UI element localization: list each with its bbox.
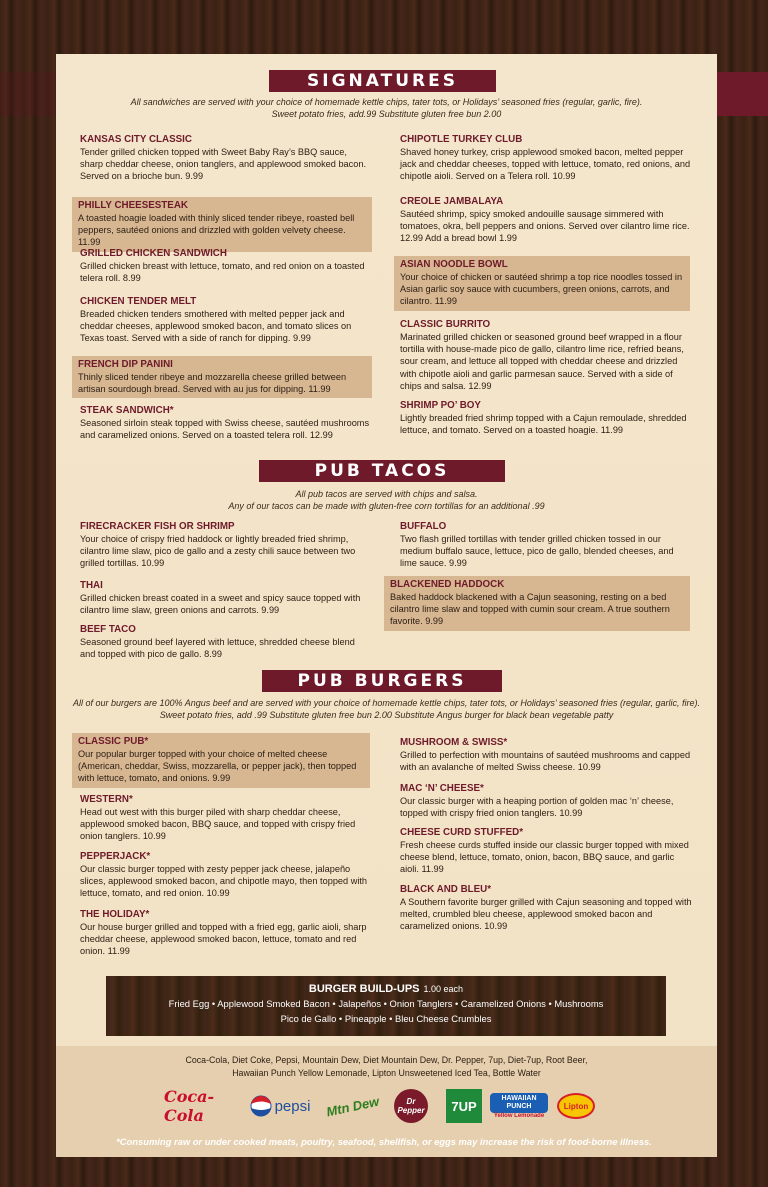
section-note-tacos-1: All pub tacos are served with chips and salsa. (295, 489, 478, 499)
item-name: FIRECRACKER FISH OR SHRIMP (80, 521, 235, 532)
menu-item (80, 248, 370, 284)
coca-cola-logo-text: Coca-Cola (164, 1087, 215, 1125)
menu-item (80, 794, 370, 843)
item-name: CLASSIC PUB* (78, 736, 149, 747)
item-desc: Our classic burger with a heaping portion of golden mac ‘n’ cheese, topped with crispy fried onion tanglers. 10.99 (400, 796, 674, 819)
item-name: BLACKENED HADDOCK (390, 579, 505, 590)
menu-item (400, 827, 692, 876)
item-desc: Seasoned ground beef layered with lettuce, shredded cheese blend and topped with pico de gallo. 8.99 (80, 637, 355, 660)
menu-item (80, 405, 370, 441)
item-name: THE HOLIDAY* (80, 909, 150, 920)
menu-item (400, 134, 692, 183)
item-desc: A Southern favorite burger grilled with Cajun seasoning and topped with melted, crumbled bleu cheese, applewood smoked bacon and caramelized onions. 10.99 (400, 897, 692, 932)
menu-item (400, 400, 692, 436)
menu-item (400, 884, 692, 933)
item-desc: Sautéed shrimp, spicy smoked andouille sausage simmered with tomatoes, okra, bell peppers and onions. Served over cilantro lime rice. 12.99 Add a bread bowl 1.99 (400, 209, 690, 244)
menu-item-highlighted (72, 733, 370, 788)
menu-item-highlighted (72, 356, 372, 398)
item-desc: Grilled chicken breast coated in a sweet and spicy sauce topped with cilantro lime slaw, green onions and carrots. 9.99 (80, 593, 361, 616)
decor-stripe-right (710, 72, 768, 116)
buildups-list-1: Fried Egg • Applewood Smoked Bacon • Jalapeños • Onion Tanglers • Caramelized Onions • Mushrooms (168, 998, 604, 1009)
item-name: CHEESE CURD STUFFED* (400, 827, 524, 838)
seven-up-logo (444, 1088, 484, 1124)
seven-up-badge (446, 1089, 482, 1123)
coca-cola-logo (164, 1088, 234, 1124)
menu-item-highlighted (384, 576, 690, 631)
item-name: CHICKEN TENDER MELT (80, 296, 197, 307)
menu-item (80, 624, 370, 660)
buildups-price: 1.00 each (423, 984, 464, 994)
drinks-line-1: Coca-Cola, Diet Coke, Pepsi, Mountain Dew, Diet Mountain Dew, Dr. Pepper, 7up, Diet-7up, Root Beer, (185, 1055, 588, 1065)
burger-buildups-panel (106, 976, 666, 1036)
section-title-pub-tacos: PUB TACOS (259, 460, 505, 482)
item-desc: Marinated grilled chicken or seasoned ground beef wrapped in a flour tortilla with house-made pico de gallo, cilantro lime rice, refried beans, sour cream, and lettuce all topped with cheddar cheese and drizzled with chipotle aioli and garlic parmesan sauce. Served with a side of chips and salsa. 12.99 (400, 332, 684, 391)
item-name: ASIAN NOODLE BOWL (400, 259, 508, 270)
section-title-signatures: SIGNATURES (269, 70, 496, 92)
menu-item (80, 296, 370, 345)
pepsi-logo (244, 1088, 316, 1124)
item-desc: Your choice of chicken or sautéed shrimp a top rice noodles tossed in Asian garlic soy sauce with cucumbers, green onions, carrots, and cilantro. 11.99 (400, 272, 683, 307)
menu-item (400, 521, 692, 570)
pepsi-logo-text: pepsi (274, 1097, 311, 1115)
item-name: MAC ‘N’ CHEESE* (400, 783, 484, 794)
item-desc: Lightly breaded fried shrimp topped with a Cajun remoulade, shredded lettuce, and tomato. Served on a toasted hoagie. 11.99 (400, 413, 687, 436)
item-name: GRILLED CHICKEN SANDWICH (80, 248, 227, 259)
hawaiian-punch-sub-text: Yellow Lemonade (493, 1113, 545, 1119)
lipton-badge (557, 1093, 595, 1119)
item-desc: Breaded chicken tenders smothered with melted pepper jack and cheddar cheeses, applewood smoked bacon, and tomato slices on Texas toast. Served with a side of ranch for dipping. 9.99 (80, 309, 352, 344)
lipton-logo (556, 1088, 596, 1124)
item-desc: Our classic burger topped with zesty pepper jack cheese, jalapeño slices, applewood smoked bacon, and chipotle mayo, then topped with lettuce, tomato, and red onion. 10.99 (80, 864, 368, 899)
hawaiian-punch-logo-text: HAWAIIAN PUNCH (490, 1093, 548, 1113)
item-name: BUFFALO (400, 521, 447, 532)
item-desc: Head out west with this burger piled with sharp cheddar cheese, applewood smoked bacon, BBQ sauce, and topped with crispy fried onion tanglers. 10.99 (80, 807, 356, 842)
item-desc: Thinly sliced tender ribeye and mozzarella cheese grilled between artisan sourdough bread. Served with au jus for dipping. 11.99 (78, 372, 347, 395)
item-name: KANSAS CITY CLASSIC (80, 134, 192, 145)
item-name: STEAK SANDWICH* (80, 405, 174, 416)
item-desc: Baked haddock blackened with a Cajun seasoning, resting on a bed cilantro lime slaw and topped with cumin sour cream. A true southern favorite. 9.99 (390, 592, 670, 627)
item-desc: Grilled to perfection with mountains of sautéed mushrooms and capped with an avalanche of melted Swiss cheese. 10.99 (400, 750, 691, 773)
item-name: SHRIMP PO’ BOY (400, 400, 481, 411)
item-name: PEPPERJACK* (80, 851, 151, 862)
item-name: FRENCH DIP PANINI (78, 359, 173, 370)
item-desc: A toasted hoagie loaded with thinly sliced tender ribeye, roasted bell peppers, sautéed onions and drizzled with golden velvety cheese. 11.99 (78, 213, 355, 248)
dr-pepper-badge (394, 1089, 428, 1123)
item-name: CLASSIC BURRITO (400, 319, 491, 330)
mtn-dew-logo-text: Mtn Dew (325, 1093, 381, 1119)
item-name: CREOLE JAMBALAYA (400, 196, 504, 207)
menu-item (80, 909, 370, 958)
item-name: CHIPOTLE TURKEY CLUB (400, 134, 523, 145)
item-desc: Grilled chicken breast with lettuce, tomato, and red onion on a toasted telera roll. 8.99 (80, 261, 365, 284)
item-desc: Two flash grilled tortillas with tender grilled chicken tossed in our medium buffalo sauce, lettuce, pico de gallo, blended cheeses, and lime sauce. 9.99 (400, 534, 674, 569)
section-title-pub-burgers: PUB BURGERS (262, 670, 502, 692)
item-name: BEEF TACO (80, 624, 136, 635)
section-note-tacos-2: Any of our tacos can be made with gluten-free corn tortillas for an additional .99 (228, 501, 545, 511)
mtn-dew-logo (324, 1088, 382, 1124)
section-note-burgers-1: All of our burgers are 100% Angus beef and are served with your choice of homemade kettle chips, tater tots, or Holidays’ seasoned fries (regular, garlic, fire). (73, 698, 700, 708)
item-desc: Tender grilled chicken topped with Sweet Baby Ray’s BBQ sauce, sharp cheddar cheese, onion tanglers, and applewood smoked bacon. Served on a brioche bun. 9.99 (80, 147, 367, 182)
lipton-logo-text: Lipton (563, 1101, 589, 1111)
item-name: MUSHROOM & SWISS* (400, 737, 508, 748)
drink-logos (164, 1088, 624, 1128)
section-note-signatures-2: Sweet potato fries, add.99 Substitute gluten free bun 2.00 (271, 109, 502, 119)
menu-item (400, 319, 692, 392)
menu-item (80, 134, 370, 183)
buildups-title: BURGER BUILD-UPS (308, 983, 420, 995)
item-desc: Shaved honey turkey, crisp applewood smoked bacon, melted pepper jack and cheddar cheeses, topped with lettuce, tomato, red onions, and chipotle aioli. Served on a Telera roll. 10.99 (400, 147, 691, 182)
menu-item (400, 783, 692, 819)
menu-item (80, 580, 370, 616)
section-note-burgers-2: Sweet potato fries, add .99 Substitute gluten free bun 2.00 Substitute Angus burger for black bean vegetable patty (159, 710, 614, 720)
item-desc: Fresh cheese curds stuffed inside our classic burger topped with mixed cheese blend, lettuce, tomato, onion, bacon, BBQ sauce, and garlic aioli. 11.99 (400, 840, 689, 875)
item-name: WESTERN* (80, 794, 133, 805)
menu-item-highlighted (72, 197, 372, 252)
item-desc: Seasoned sirloin steak topped with Swiss cheese, sautéed mushrooms and caramelized onions. Served on a toasted telera roll. 12.99 (80, 418, 370, 441)
menu-item-highlighted (394, 256, 690, 311)
decor-stripe-left (0, 72, 58, 116)
item-name: BLACK AND BLEU* (400, 884, 492, 895)
food-safety-disclaimer: *Consuming raw or under cooked meats, poultry, seafood, shellfish, or eggs may increase the risk of food-borne illness. (116, 1136, 652, 1147)
section-note-signatures-1: All sandwiches are served with your choice of homemade kettle chips, tater tots, or Holidays’ seasoned fries (regular, garlic, fire). (130, 97, 643, 107)
menu-item (80, 521, 370, 570)
buildups-list-2: Pico de Gallo • Pineapple • Bleu Cheese Crumbles (280, 1013, 492, 1024)
buildups-title-row (106, 982, 666, 996)
pepsi-globe-icon (250, 1095, 272, 1117)
drinks-line-2: Hawaiian Punch Yellow Lemonade, Lipton Unsweetened Iced Tea, Bottle Water (232, 1068, 541, 1078)
menu-page (56, 54, 717, 1157)
dr-pepper-logo-text: Dr Pepper (397, 1097, 425, 1115)
drinks-list (56, 1054, 717, 1080)
item-name: THAI (80, 580, 103, 591)
dr-pepper-logo (392, 1088, 430, 1124)
item-desc: Our house burger grilled and topped with a fried egg, garlic aioli, sharp cheddar cheese, applewood smoked bacon, lettuce, tomato and red onion. 11.99 (80, 922, 367, 957)
menu-item (400, 737, 692, 773)
hawaiian-punch-logo (490, 1088, 548, 1124)
item-desc: Our popular burger topped with your choice of melted cheese (American, cheddar, Swiss, mozzarella, or pepper jack), then topped with lettuce, tomato, and onions. 9.99 (78, 749, 357, 784)
item-name: PHILLY CHEESESTEAK (78, 200, 188, 211)
item-desc: Your choice of crispy fried haddock or lightly breaded fried shrimp, cilantro lime slaw, pico de gallo and a zesty chili sauce between two grilled tortillas. 10.99 (80, 534, 356, 569)
menu-item (400, 196, 692, 245)
seven-up-logo-text: 7UP (451, 1098, 477, 1114)
menu-item (80, 851, 370, 900)
